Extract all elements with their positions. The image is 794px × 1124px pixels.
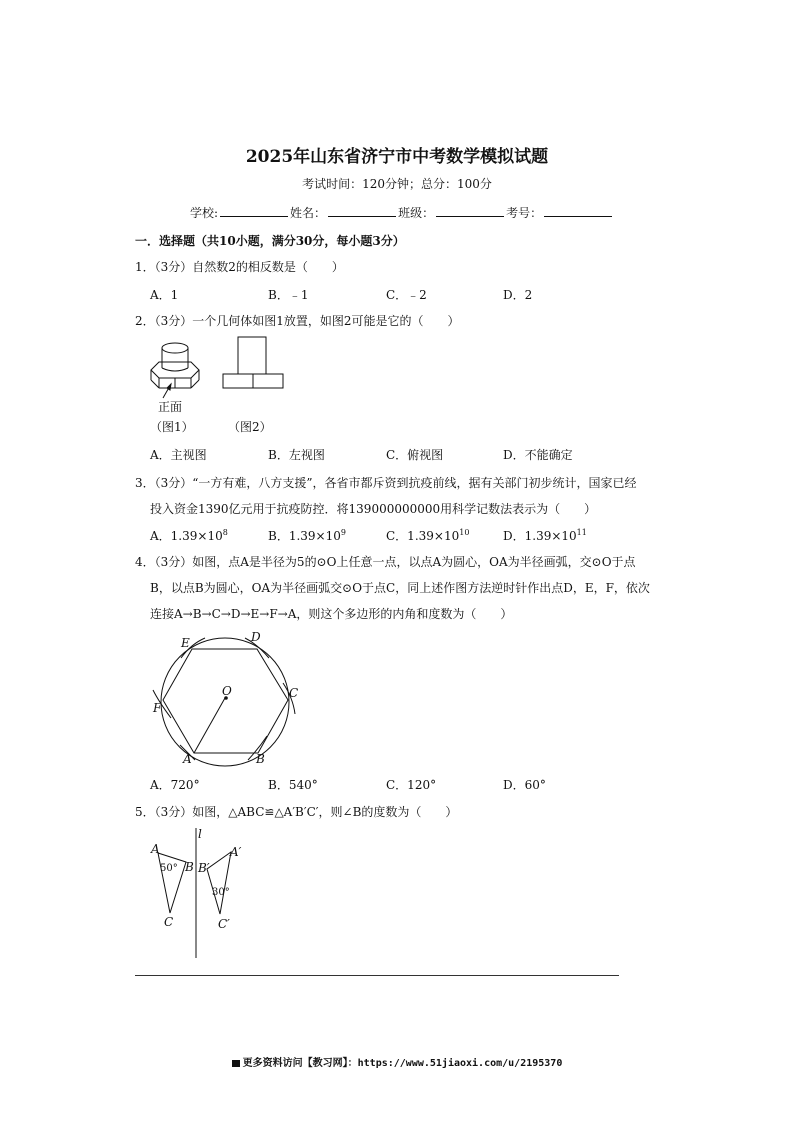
page-bottom-rule <box>135 975 619 976</box>
q2-option-b[interactable]: B．左视图 <box>268 448 325 462</box>
label-angle-30: 30° <box>212 887 230 898</box>
question-4-line2: B，以点B为圆心，OA为半径画弧交⊙O于点C，同上述作图方法逆时针作出点D，E，F，依次 <box>150 581 650 595</box>
fig2-view <box>223 337 283 388</box>
q3-a-exp: 8 <box>222 528 228 537</box>
hexagon <box>163 649 288 753</box>
exam-subtitle: 考试时间：120分钟；总分：100分 <box>302 177 492 191</box>
question-3-line2: 投入资金1390亿元用于抗疫防控．将139000000000用科学记数法表示为（ ） <box>150 502 597 516</box>
q3-option-a[interactable] <box>150 527 228 544</box>
question-2-stem: 2．（3分）一个几何体如图1放置，如图2可能是它的（ ） <box>135 314 460 328</box>
label-tri-c: C <box>164 915 174 929</box>
label-c: C <box>289 686 299 700</box>
fig2-caption: （图2） <box>228 420 272 434</box>
label-angle-50: 50° <box>160 863 178 874</box>
q1-option-c[interactable]: C．﹣2 <box>386 288 427 302</box>
question-3-line1: 3．（3分）“一方有难，八方支援”，各省市都斥资到抗疫前线，据有关部门初步统计，国家已经 <box>135 476 637 490</box>
q3-d-exp: 11 <box>576 528 587 537</box>
q4-option-d[interactable]: D．60° <box>503 778 546 792</box>
exam-title: 2025年山东省济宁市中考数学模拟试题 <box>245 147 549 167</box>
name-blank[interactable] <box>328 204 396 217</box>
name-label: 姓名： <box>290 206 327 220</box>
flag-icon <box>232 1060 240 1067</box>
label-line-l: l <box>198 827 202 841</box>
question-4-line1: 4．（3分）如图，点A是半径为5的⊙O上任意一点，以点A为圆心，OA为半径画弧，交⊙O于点 <box>135 555 636 569</box>
label-d: D <box>251 630 261 644</box>
q4-option-c[interactable]: C．120° <box>386 778 437 792</box>
school-blank[interactable] <box>220 204 288 217</box>
circle-o <box>161 638 289 766</box>
label-e: E <box>181 636 190 650</box>
label-b: B <box>256 752 265 766</box>
q2-option-a[interactable]: A．主视图 <box>150 448 207 462</box>
q3-option-b[interactable] <box>268 527 346 544</box>
fig1-solid <box>151 343 199 398</box>
label-tri-b-prime: B′ <box>198 861 210 875</box>
label-f: F <box>153 701 162 715</box>
school-label: 学校: <box>190 206 219 220</box>
question-5-stem: 5．（3分）如图，△ABC≌△A′B′C′，则∠B的度数为（ ） <box>135 805 458 819</box>
triangle-a2b2c2 <box>207 852 231 914</box>
footer <box>0 1054 794 1069</box>
label-o: O <box>222 684 232 698</box>
q3-option-d[interactable] <box>503 527 587 544</box>
number-label: 考号： <box>506 206 543 220</box>
label-tri-a-prime: A′ <box>230 845 242 859</box>
fig1-caption: （图1） <box>150 420 194 434</box>
q3-option-c[interactable] <box>386 527 469 544</box>
section-heading: 一．选择题（共10小题，满分30分，每小题3分） <box>135 234 405 248</box>
class-label: 班级： <box>398 206 435 220</box>
q1-option-b[interactable]: B．﹣1 <box>268 288 309 302</box>
label-tri-c-prime: C′ <box>218 917 230 931</box>
student-info-row <box>190 204 614 221</box>
q4-option-b[interactable]: B．540° <box>268 778 318 792</box>
q3-c-text: C．1.39×10 <box>386 529 460 543</box>
q3-a-text: A．1.39×10 <box>150 529 223 543</box>
q1-option-d[interactable]: D．2 <box>503 288 533 302</box>
q3-c-exp: 10 <box>459 528 470 537</box>
q4-option-a[interactable]: A．720° <box>150 778 200 792</box>
q1-option-a[interactable]: A．1 <box>150 288 179 302</box>
triangle-abc <box>158 853 186 913</box>
label-tri-b: B <box>185 860 194 874</box>
footer-link-text[interactable]: 更多资料访问【教习网】：https://www.51jiaoxi.com/u/2195370 <box>242 1058 563 1069</box>
q3-b-text: B．1.39×10 <box>268 529 341 543</box>
radius-oa <box>194 698 225 753</box>
class-blank[interactable] <box>436 204 504 217</box>
q3-d-text: D．1.39×10 <box>503 529 577 543</box>
q2-option-c[interactable]: C．俯视图 <box>386 448 444 462</box>
front-label: 正面 <box>158 400 183 414</box>
question-1-stem: 1．（3分）自然数2的相反数是（ ） <box>135 260 344 274</box>
q2-option-d[interactable]: D．不能确定 <box>503 448 573 462</box>
label-tri-a: A <box>151 842 160 856</box>
question-4-line3: 连接A→B→C→D→E→F→A，则这个多边形的内角和度数为（ ） <box>150 607 513 621</box>
number-blank[interactable] <box>544 204 612 217</box>
label-a: A <box>183 752 192 766</box>
q3-b-exp: 9 <box>340 528 346 537</box>
